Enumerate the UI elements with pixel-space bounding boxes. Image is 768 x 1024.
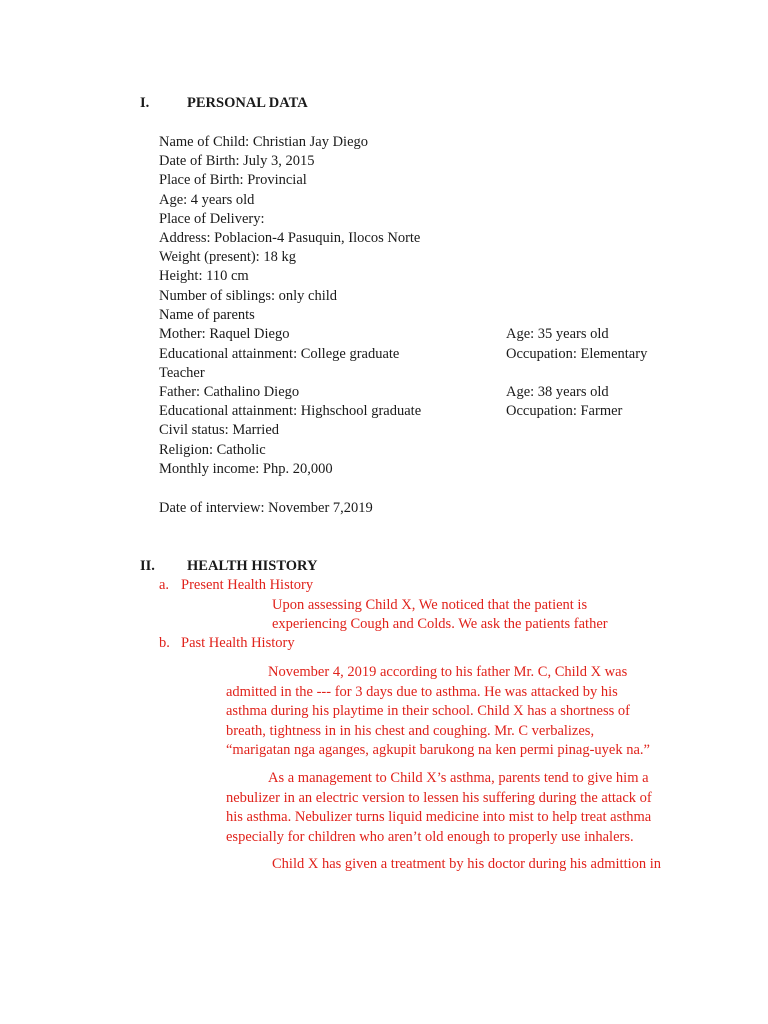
mother-name: Mother: Raquel Diego [159, 326, 290, 342]
monthly-income: Monthly income: Php. 20,000 [159, 461, 333, 477]
section-numeral-2: II. [140, 558, 155, 574]
past-history-paragraph-3 [226, 855, 676, 875]
father-age: Age: 38 years old [506, 384, 609, 400]
address: Address: Poblacion-4 Pasuquin, Ilocos Norte [159, 230, 421, 246]
past-health-history-label: Past Health History [181, 635, 295, 651]
date-of-birth: Date of Birth: July 3, 2015 [159, 153, 315, 169]
section-title-personal-data: PERSONAL DATA [187, 95, 308, 111]
weight: Weight (present): 18 kg [159, 249, 296, 265]
mother-occupation: Occupation: Elementary [506, 346, 648, 362]
height: Height: 110 cm [159, 268, 249, 284]
place-of-birth: Place of Birth: Provincial [159, 172, 307, 188]
present-history-text-line: experiencing Cough and Colds. We ask the patients father [272, 616, 608, 632]
section-title-health-history: HEALTH HISTORY [187, 558, 318, 574]
paragraph-line: especially for children who aren’t old enough to properly use inhalers. [226, 828, 634, 845]
religion: Religion: Catholic [159, 442, 266, 458]
paragraph-line: Child X has given a treatment by his doctor during his admittion in [272, 856, 662, 872]
civil-status: Civil status: Married [159, 422, 280, 438]
age: Age: 4 years old [159, 192, 255, 208]
mother-occupation-continued: Teacher [159, 365, 205, 381]
mother-age: Age: 35 years old [506, 326, 609, 342]
place-of-delivery: Place of Delivery: [159, 211, 265, 227]
paragraph-line: “marigatan nga aganges, agkupit barukong na ken permi pinag-uyek na.” [226, 742, 650, 758]
mother-education: Educational attainment: College graduate [159, 346, 400, 362]
section-numeral-1: I. [140, 95, 150, 111]
paragraph-line: admitted in the --- for 3 days due to asthma. He was attacked by his [226, 683, 618, 700]
paragraph-line: November 4, 2019 according to his father Mr. C, Child X was [268, 664, 628, 680]
father-education: Educational attainment: Highschool graduate [159, 403, 422, 419]
father-name: Father: Cathalino Diego [159, 384, 300, 400]
name-of-parents: Name of parents [159, 307, 255, 323]
father-occupation: Occupation: Farmer [506, 403, 623, 419]
paragraph-line: nebulizer in an electric version to lessen his suffering during the attack of [226, 789, 652, 806]
paragraph-line: As a management to Child X’s asthma, parents tend to give him a [268, 770, 649, 786]
paragraph-line: asthma during his playtime in their school. Child X has a shortness of [226, 703, 630, 719]
number-of-siblings: Number of siblings: only child [159, 288, 338, 304]
subsection-letter-b: b. [159, 635, 170, 651]
past-history-paragraph-1 [226, 663, 676, 761]
subsection-letter-a: a. [159, 577, 170, 593]
paragraph-line: breath, tightness in in his chest and coughing. Mr. C verbalizes, [226, 722, 595, 739]
child-name: Name of Child: Christian Jay Diego [159, 134, 369, 150]
paragraph-line: his asthma. Nebulizer turns liquid medicine into mist to help treat asthma [226, 809, 652, 825]
past-history-paragraph-2 [226, 769, 676, 847]
interview-date: Date of interview: November 7,2019 [159, 500, 373, 516]
present-history-text-line: Upon assessing Child X, We noticed that the patient is [272, 597, 588, 613]
present-health-history-label: Present Health History [181, 577, 314, 593]
